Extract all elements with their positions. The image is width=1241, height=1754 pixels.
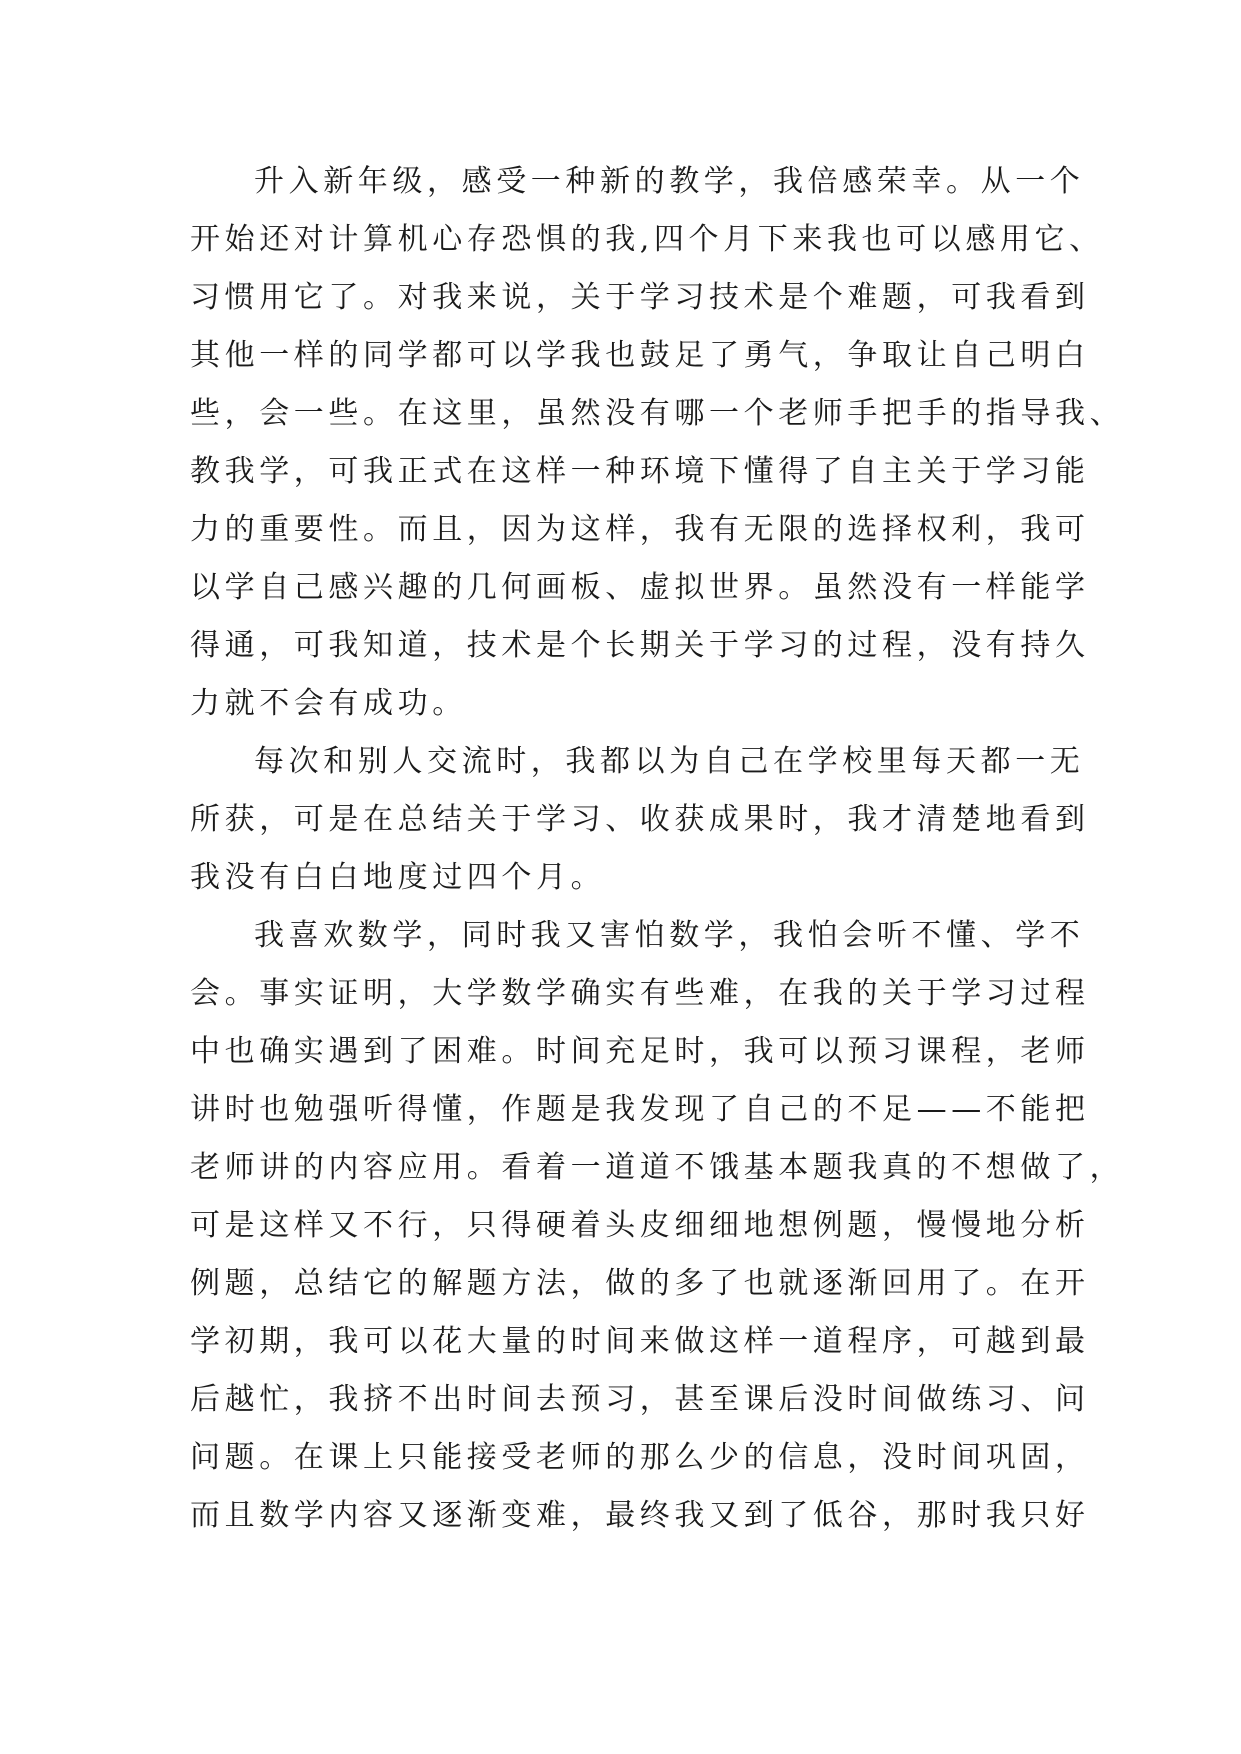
paragraph-1-line-4: 其他一样的同学都可以学我也鼓足了勇气，争取让自己明白: [190, 338, 1090, 373]
paragraph-1-line-10: 力就不会有成功。: [190, 686, 467, 721]
paragraph-3-line-7: 例题，总结它的解题方法，做的多了也就逐渐回用了。在开: [190, 1266, 1090, 1301]
paragraph-1-line-2: 开始还对计算机心存恐惧的我,四个月下来我也可以感用它、: [190, 222, 1104, 257]
paragraph-3-line-5: 老师讲的内容应用。看着一道道不饿基本题我真的不想做了，: [190, 1150, 1125, 1185]
paragraph-2-line-3: 我没有白白地度过四个月。: [190, 860, 606, 895]
paragraph-1-line-9: 得通，可我知道，技术是个长期关于学习的过程，没有持久: [190, 628, 1090, 663]
paragraph-1-line-1: 升入新年级，感受一种新的教学，我倍感荣幸。从一个: [254, 164, 1085, 199]
paragraph-1-line-8: 以学自己感兴趣的几何画板、虚拟世界。虽然没有一样能学: [190, 570, 1090, 605]
paragraph-1-line-6: 教我学，可我正式在这样一种环境下懂得了自主关于学习能: [190, 454, 1090, 489]
paragraph-3-line-3: 中也确实遇到了困难。时间充足时，我可以预习课程，老师: [190, 1034, 1090, 1069]
paragraph-3-line-2: 会。事实证明，大学数学确实有些难，在我的关于学习过程: [190, 976, 1090, 1011]
paragraph-3-line-4: 讲时也勉强听得懂，作题是我发现了自己的不足——不能把: [190, 1092, 1090, 1127]
paragraph-2-line-1: 每次和别人交流时，我都以为自己在学校里每天都一无: [254, 744, 1085, 779]
paragraph-2-line-2: 所获，可是在总结关于学习、收获成果时，我才清楚地看到: [190, 802, 1090, 837]
paragraph-3-line-8: 学初期，我可以花大量的时间来做这样一道程序，可越到最: [190, 1324, 1090, 1359]
paragraph-1-line-5: 些，会一些。在这里，虽然没有哪一个老师手把手的指导我、: [190, 396, 1125, 431]
paragraph-3-line-11: 而且数学内容又逐渐变难，最终我又到了低谷，那时我只好: [190, 1498, 1090, 1533]
paragraph-3-line-6: 可是这样又不行，只得硬着头皮细细地想例题，慢慢地分析: [190, 1208, 1090, 1243]
paragraph-3-line-10: 问题。在课上只能接受老师的那么少的信息，没时间巩固，: [190, 1440, 1090, 1475]
paragraph-1-line-3: 习惯用它了。对我来说，关于学习技术是个难题，可我看到: [190, 280, 1090, 315]
paragraph-3-line-9: 后越忙，我挤不出时间去预习，甚至课后没时间做练习、问: [190, 1382, 1090, 1417]
paragraph-3-line-1: 我喜欢数学，同时我又害怕数学，我怕会听不懂、学不: [254, 918, 1085, 953]
paragraph-1-line-7: 力的重要性。而且，因为这样，我有无限的选择权利，我可: [190, 512, 1090, 547]
